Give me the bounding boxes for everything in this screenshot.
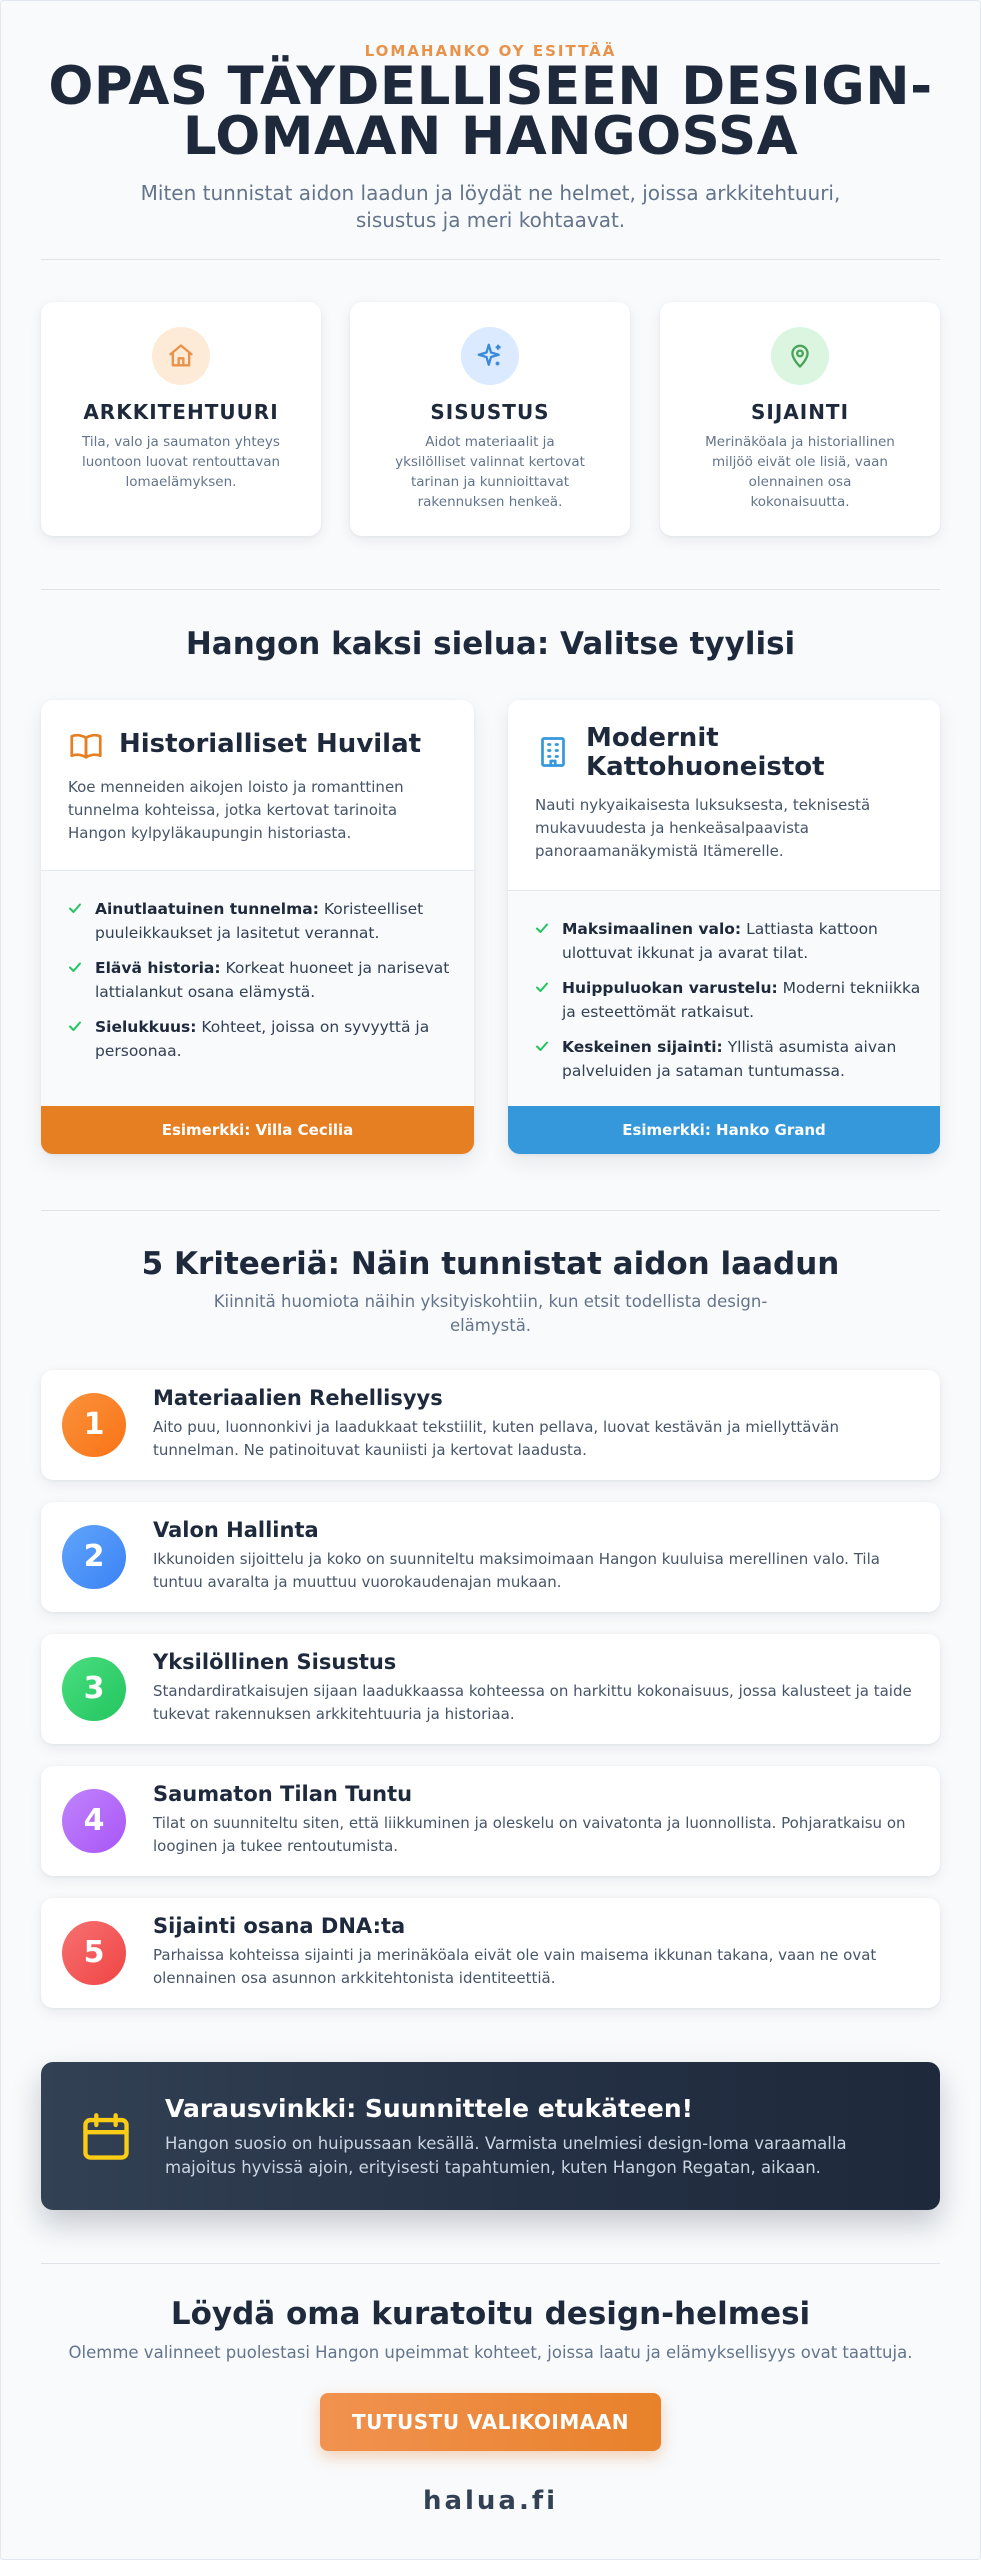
page-subtitle: Miten tunnistat aidon laadun ja löydät ne helmet, joissa arkkitehtuuri, sisustus ja meri kohtaavat. [140, 181, 841, 232]
feature-title: SIJAINTI [750, 400, 850, 424]
sparkle-icon [461, 327, 519, 385]
style-card-modern [508, 700, 940, 1154]
feature-title: SISUSTUS [430, 400, 550, 424]
home-icon [152, 327, 210, 385]
style-card-title: Historialliset Huvilat [119, 729, 422, 759]
criterion-card [41, 1766, 940, 1876]
criterion-text: Ikkunoiden sijoittelu ja koko on suunniteltu maksimoimaan Hangon kuuluisa merellinen valo. Tila tuntuu avaralta ja muuttuu vuorokaudenajan mukaan. [153, 1550, 880, 1591]
criteria-section-subtitle: Kiinnitä huomiota näihin yksityiskohtiin, kun etsit todellista design-elämystä. [213, 1292, 768, 1335]
criterion-title: Valon Hallinta [153, 1518, 319, 1542]
item-label: Keskeinen sijainti: [562, 1038, 723, 1056]
cta-subtitle: Olemme valinneet puolestasi Hangon upeimmat kohteet, joissa laatu ja elämyksellisyys ovat taattuja. [68, 2343, 913, 2362]
style-card-historical [41, 700, 474, 1154]
criterion-title: Sijainti osana DNA:ta [153, 1914, 406, 1938]
location-pin-icon [771, 327, 829, 385]
tip-text: Hangon suosio on huipussaan kesällä. Varmista unelmiesi design-loma varaamalla majoitus hyvissä ajoin, erityisesti tapahtumien, kuten Hangon Regatan, aikaan. [165, 2134, 847, 2177]
divider [41, 1210, 940, 1211]
criterion-text: Aito puu, luonnonkivi ja laadukkaat tekstiilit, kuten pellava, luovat kestävän ja miellyttävän tunnelman. Ne patinoituvat kauniisti ja kertovat laadusta. [153, 1418, 840, 1459]
feature-title: ARKKITEHTUURI [83, 400, 279, 424]
criterion-card [41, 1898, 940, 2008]
style-card-description: Nauti nykyaikaisesta luksuksesta, teknisestä mukavuudesta ja henkeäsalpaavista panoraamanäkymistä Itämerelle. [535, 796, 871, 860]
criterion-card [41, 1370, 940, 1480]
title-line-2: LOMAAN HANGOSSA [182, 106, 799, 167]
example-villa-cecilia-link[interactable]: Esimerkki: Villa Cecilia [41, 1106, 474, 1154]
booking-tip-banner [41, 2062, 940, 2210]
open-book-icon [68, 728, 104, 768]
style-card-features [41, 870, 474, 1106]
check-icon [534, 920, 550, 936]
building-icon [535, 734, 571, 774]
criterion-card [41, 1634, 940, 1744]
check-icon [534, 1038, 550, 1054]
item-text: Yllistä asumista aivan palveluiden ja sataman tuntumassa. [562, 1038, 897, 1080]
page-title [40, 56, 941, 167]
example-hanko-grand-link[interactable]: Esimerkki: Hanko Grand [508, 1106, 940, 1154]
title-line-1: OPAS TÄYDELLISEEN DESIGN- [48, 56, 933, 117]
check-icon [67, 900, 83, 916]
criterion-number-badge: 2 [62, 1525, 126, 1589]
divider [41, 589, 940, 590]
list-item [95, 897, 465, 945]
criterion-number-badge: 5 [62, 1921, 126, 1985]
feature-text: Merinäköala ja historiallinen miljöö eivät ole lisiä, vaan olennainen osa kokonaisuutta. [705, 434, 895, 510]
list-item [95, 956, 465, 1004]
item-text: Korkeat huoneet ja narisevat lattialankut osana elämystä. [95, 959, 450, 1001]
feature-card-interior [350, 302, 630, 536]
criterion-number-badge: 4 [62, 1789, 126, 1853]
criterion-text: Tilat on suunniteltu siten, että liikkuminen ja oleskelu on vaivatonta ja luonnollista. Pohjaratkaisu on looginen ja tukee rentoutumista. [153, 1814, 906, 1855]
item-label: Elävä historia: [95, 959, 221, 977]
item-label: Maksimaalinen valo: [562, 920, 742, 938]
cta-title: Löydä oma kuratoitu design-helmesi [170, 2296, 811, 2332]
criterion-title: Materiaalien Rehellisyys [153, 1386, 443, 1410]
criterion-title: Yksilöllinen Sisustus [153, 1650, 397, 1674]
criterion-number-badge: 3 [62, 1657, 126, 1721]
item-label: Huippuluokan varustelu: [562, 979, 778, 997]
divider [41, 2263, 940, 2264]
divider [41, 259, 940, 260]
item-label: Sielukkuus: [95, 1018, 197, 1036]
criteria-section-title: 5 Kriteeriä: Näin tunnistat aidon laadun [141, 1246, 840, 1282]
feature-card-location [660, 302, 940, 536]
feature-text: Tila, valo ja saumaton yhteys luontoon luovat rentouttavan lomaelämyksen. [81, 434, 281, 490]
criterion-text: Standardiratkaisujen sijaan laadukkaassa kohteessa on harkittu kokonaisuus, jossa kalusteet ja taide tukevat rakennuksen arkkitehtuuria ja historiaa. [153, 1682, 912, 1723]
style-card-description: Koe menneiden aikojen loisto ja romanttinen tunnelma kohteissa, jotka kertovat tarinoita Hangon kylpyläkaupungin historiasta. [68, 778, 404, 842]
criterion-number-badge: 1 [62, 1393, 126, 1457]
check-icon [67, 1018, 83, 1034]
item-label: Ainutlaatuinen tunnelma: [95, 900, 319, 918]
item-text: Moderni tekniikka ja esteettömät ratkaisut. [562, 979, 921, 1021]
criterion-card [41, 1502, 940, 1612]
list-item [562, 917, 932, 965]
tip-title: Varausvinkki: Suunnittele etukäteen! [165, 2094, 694, 2123]
item-text: Koristeelliset puuleikkaukset ja lasitetut verannat. [95, 900, 424, 942]
style-card-features [508, 890, 940, 1106]
feature-text: Aidot materiaalit ja yksilölliset valinnat kertovat tarinan ja kunnioittavat rakennuksen henkeä. [395, 434, 585, 510]
feature-card-architecture [41, 302, 321, 536]
check-icon [534, 979, 550, 995]
browse-selection-button[interactable]: TUTUSTU VALIKOIMAAN [320, 2393, 661, 2451]
criterion-text: Parhaissa kohteissa sijainti ja merinäköala eivät ole vain maisema ikkunan takana, vaan ne ovat olennainen osa asunnon arkkitehtonista identiteettiä. [153, 1946, 877, 1987]
eyebrow-label: LOMAHANKO OY ESITTÄÄ [364, 42, 617, 60]
item-text: Kohteet, joissa on syvyyttä ja persoonaa. [95, 1018, 430, 1060]
list-item [562, 1035, 932, 1083]
check-icon [67, 959, 83, 975]
styles-section-title: Hangon kaksi sielua: Valitse tyylisi [185, 626, 796, 662]
criterion-title: Saumaton Tilan Tuntu [153, 1782, 413, 1806]
item-text: Lattiasta kattoon ulottuvat ikkunat ja avarat tilat. [562, 920, 878, 962]
style-card-title: Modernit Kattohuoneistot [586, 723, 825, 782]
brand-link[interactable]: halua.fi [422, 2486, 559, 2516]
list-item [562, 976, 932, 1024]
list-item [95, 1015, 465, 1063]
calendar-icon [77, 2108, 135, 2170]
